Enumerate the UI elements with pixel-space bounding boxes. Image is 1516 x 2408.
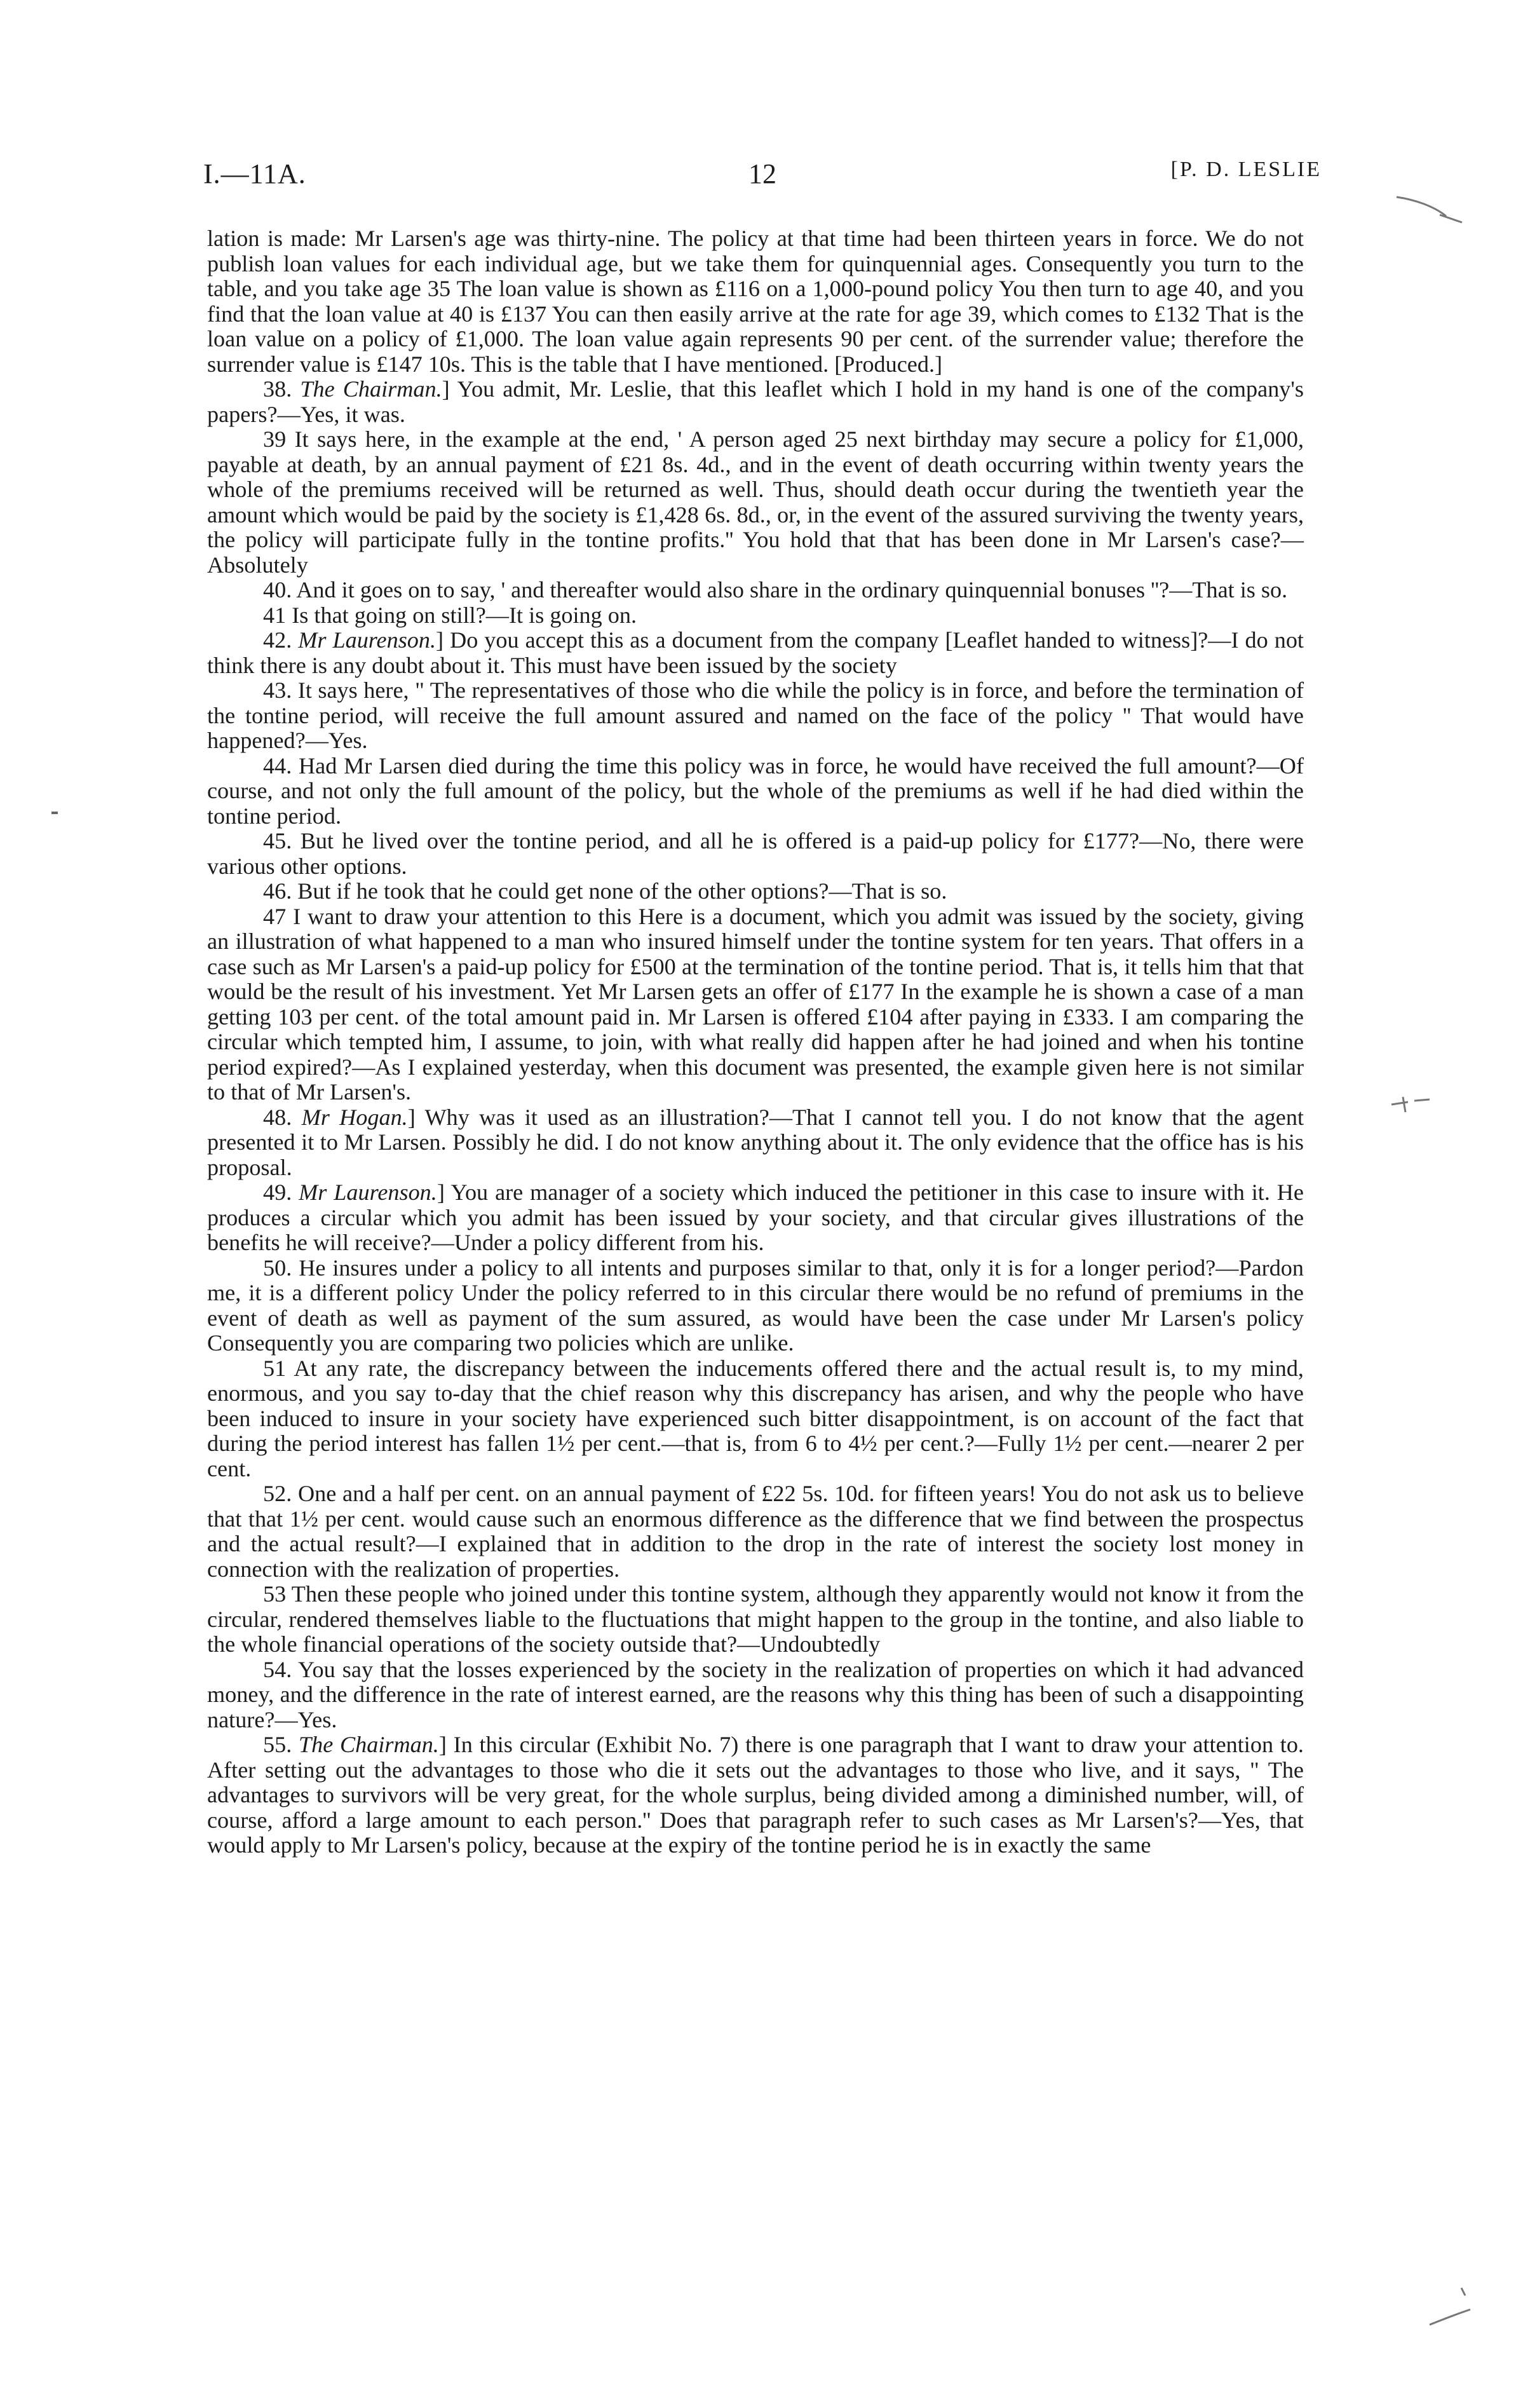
margin-dot-mark-icon	[51, 810, 58, 815]
testimony-paragraph	[207, 754, 1304, 829]
question-number: 51	[263, 1355, 287, 1381]
question-number: 53	[263, 1581, 287, 1607]
speaker-name: The Chairman.	[298, 1732, 439, 1757]
testimony-paragraph	[207, 578, 1304, 603]
speaker-name: Mr Laurenson.	[298, 627, 437, 653]
testimony-paragraph	[207, 628, 1304, 678]
margin-pencil-mark-icon	[1423, 2282, 1474, 2332]
paragraph-text: Is that going on still?—It is going on.	[292, 602, 637, 628]
question-number: 42.	[263, 627, 292, 653]
testimony-paragraph	[207, 879, 1304, 904]
paragraph-text: ] Why was it used as an illustration?—That I cannot tell you. I do not know that the agent presented it to Mr Larsen. Possibly he did. I do not know anything about it. The only evidence that the office has is his proposal.	[207, 1104, 1304, 1180]
question-number: 49.	[263, 1180, 292, 1205]
speaker-name: The Chairman.	[300, 376, 442, 402]
paragraph-text: ] Do you accept this as a document from the company [Leaflet handed to witness]?—I do not think there is any doubt about it. This must have been issued by the society	[207, 627, 1304, 678]
question-number: 40.	[263, 577, 292, 602]
question-number: 52.	[263, 1481, 292, 1506]
page-header	[203, 158, 1322, 196]
question-number: 46.	[263, 878, 292, 904]
testimony-paragraph	[207, 427, 1304, 578]
paragraph-text: But he lived over the tontine period, and all he is offered is a paid-up policy for £177?—No, there were various other options.	[207, 828, 1304, 879]
testimony-paragraph	[207, 1356, 1304, 1482]
speaker-name: Mr Hogan.	[301, 1104, 408, 1130]
testimony-paragraph	[207, 1732, 1304, 1858]
margin-pencil-mark-icon	[1389, 1093, 1433, 1119]
question-number: 38.	[263, 376, 292, 402]
testimony-paragraph	[207, 1180, 1304, 1256]
paragraph-text: At any rate, the discrepancy between the inducements offered there and the actual result is, to my mind, enormous, and you say to-day that the chief reason why this discrepancy has arisen, and why the people who have been induced to insure in your society have experienced such bitter disappointment, is on account of the fact that during the period interest has fallen 1½ per cent.—that is, from 6 to 4½ per cent.?—Fully 1½ per cent.—nearer 2 per cent.	[207, 1355, 1304, 1481]
testimony-paragraph	[207, 678, 1304, 754]
paragraph-text: But if he took that he could get none of the other options?—That is so.	[297, 878, 947, 904]
paragraph-text: ] In this circular (Exhibit No. 7) there is one paragraph that I want to draw your attention to. After setting out the advantages to those who die it sets out the advantages to those who live, and it says, " The advantages to survivors will be very great, for the whole surplus, being divided among a diminished number, will, of course, afford a large amount to each person.'' Does that paragraph refer to such cases as Mr Larsen's?—Yes, that would apply to Mr Larsen's policy, because at the expiry of the tontine period he is in exactly the same	[207, 1732, 1304, 1858]
testimony-body	[207, 226, 1304, 1858]
question-number: 50.	[263, 1255, 292, 1281]
testimony-paragraph	[207, 377, 1304, 427]
question-number: 54.	[263, 1656, 292, 1682]
question-number: 41	[263, 602, 287, 628]
testimony-paragraph	[207, 1256, 1304, 1356]
paragraph-text: I want to draw your attention to this Here is a document, which you admit was issued by the society, giving an illustration of what happened to a man who insured himself under the tontine system for ten years. That offers in a case such as Mr Larsen's a paid-up policy for £500 at the termination of the tontine period. That is, it tells him that that would be the result of his investment. Yet Mr Larsen gets an offer of £177 In the example he is shown a case of a man getting 103 per cent. of the total amount paid in. Mr Larsen is offered £104 after paying in £333. I am comparing the circular which tempted him, I assume, to join, with what really did happen after he had joined and when his tontine period expired?—As I explained yesterday, when this document was presented, the example given here is not similar to that of Mr Larsen's.	[207, 903, 1304, 1105]
testimony-paragraph	[207, 829, 1304, 879]
question-number: 39	[263, 426, 287, 452]
paragraph-text: Then these people who joined under this tontine system, although they apparently would not know it from the circular, rendered themselves liable to the fluctuations that might happen to the group in the tontine, and also liable to the whole financial operations of the society outside that?—Undoubtedly	[207, 1581, 1304, 1657]
paragraph-text: One and a half per cent. on an annual payment of £22 5s. 10d. for fifteen years! You do not ask us to believe that that 1½ per cent. would cause such an enormous difference as the difference that we find between the prospectus and the actual result?—I explained that in addition to the drop in the rate of interest the society lost money in connection with the realization of properties.	[207, 1481, 1304, 1582]
testimony-paragraph	[207, 1582, 1304, 1657]
parliamentary-paper-reference: I.—11A.	[203, 158, 306, 189]
testimony-paragraph	[207, 904, 1304, 1105]
question-number: 44.	[263, 752, 292, 779]
paragraph-text: He insures under a policy to all intents and purposes similar to that, only it is for a longer period?—Pardon me, it is a different policy Under the policy referred to in this circular there would be no refund of premiums in the event of death as well as payment of the sum assured, as would have been the case under Mr Larsen's policy Consequently you are comparing two policies which are unlike.	[207, 1255, 1304, 1356]
witness-name: [P. D. LESLIE	[1170, 158, 1322, 181]
paragraph-text: ] You are manager of a society which induced the petitioner in this case to insure with it. He produces a circular which you admit has been issued by your society, and that circular gives illustrations of the benefits he will receive?—Under a policy different from his.	[207, 1180, 1304, 1255]
margin-pencil-mark-icon	[1395, 191, 1465, 229]
paragraph-text: ] You admit, Mr. Leslie, that this leaflet which I hold in my hand is one of the company's papers?—Yes, it was.	[207, 376, 1304, 427]
paragraph-text: It says here, in the example at the end, ' A person aged 25 next birthday may secure a policy for £1,000, payable at death, by an annual payment of £21 8s. 4d., and in the event of death occurring within twenty years the whole of the premiums received will be returned as well. Thus, should death occur during the twentieth year the amount which would be paid by the society is £1,428 6s. 8d., or, in the event of the assured surviving the twenty years, the policy will participate fully in the tontine profits.'' You hold that that has been done in Mr Larsen's case?—Absolutely	[207, 426, 1304, 578]
paragraph-text: And it goes on to say, ' and thereafter would also share in the ordinary quinquennial bonuses ''?—That is so.	[296, 577, 1288, 602]
question-number: 45.	[263, 828, 292, 854]
question-number: 55.	[263, 1732, 292, 1757]
testimony-paragraph	[207, 1657, 1304, 1733]
question-number: 47	[263, 903, 287, 929]
paragraph-text: lation is made: Mr Larsen's age was thirty-nine. The policy at that time had been thirteen years in force. We do not publish loan values for each individual age, but we take them for quinquennial ages. Consequently you turn to the table, and you take age 35 The loan value is shown as £116 on a 1,000-pound policy You then turn to age 40, and you find that the loan value at 40 is £137 You can then easily arrive at the rate for age 39, which comes to £132 That is the loan value on a policy of £1,000. The loan value again represents 90 per cent. of the surrender value; therefore the surrender value is £147 10s. This is the table that I have mentioned. [Produced.]	[207, 226, 1304, 377]
testimony-paragraph	[207, 603, 1304, 629]
page-number: 12	[748, 158, 776, 189]
testimony-paragraph	[207, 1481, 1304, 1582]
testimony-paragraph	[207, 226, 1304, 377]
paragraph-text: Had Mr Larsen died during the time this policy was in force, he would have received the full amount?—Of course, and not only the full amount of the policy, but the whole of the premiums as well if he had died within the tontine period.	[207, 752, 1304, 829]
question-number: 48.	[263, 1104, 292, 1130]
testimony-paragraph	[207, 1105, 1304, 1181]
speaker-name: Mr Laurenson.	[299, 1180, 437, 1205]
paragraph-text: You say that the losses experienced by the society in the realization of properties on which it had advanced money, and the difference in the rate of interest earned, are the reasons why this thing has been of such a disappointing nature?—Yes.	[207, 1656, 1304, 1732]
question-number: 43.	[263, 677, 292, 703]
paragraph-text: It says here, " The representatives of those who die while the policy is in force, and before the termination of the tontine period, will receive the full amount assured and named on the face of the policy '' That would have happened?—Yes.	[207, 677, 1304, 753]
